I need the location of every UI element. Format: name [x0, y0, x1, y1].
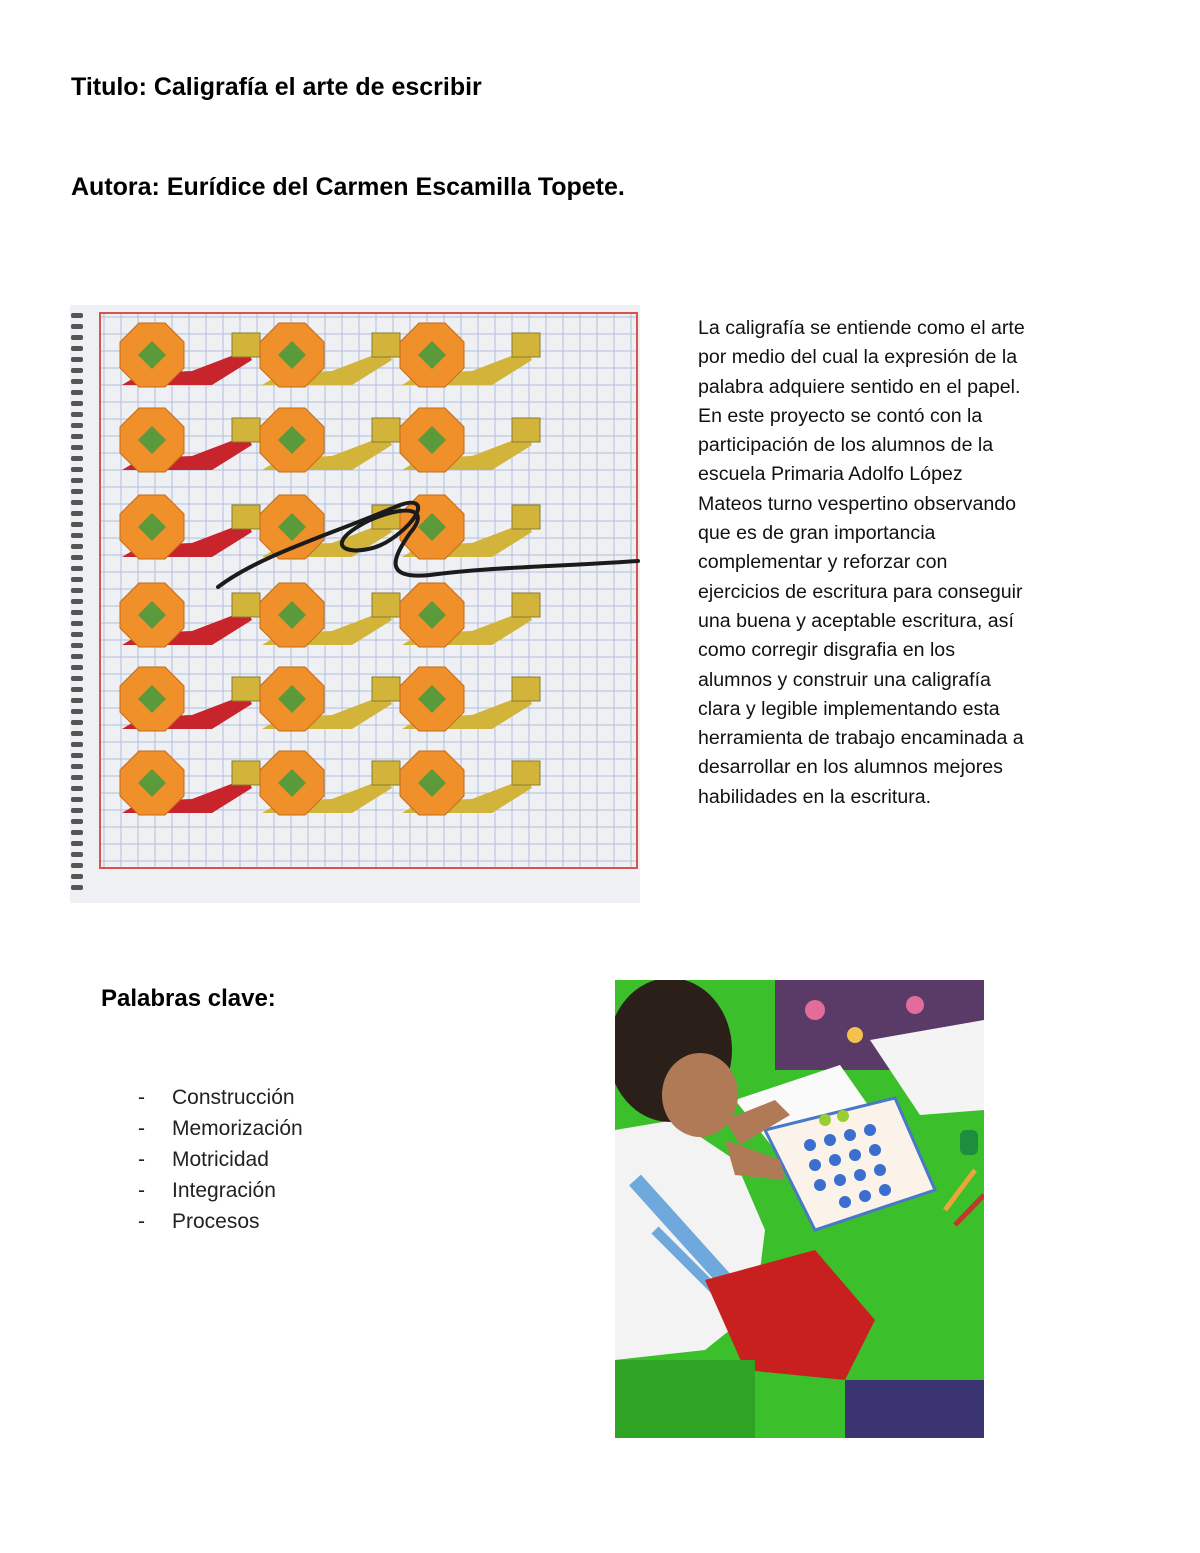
document-author: Autora: Eurídice del Carmen Escamilla Topete. [71, 173, 625, 201]
keywords-list [138, 1082, 303, 1237]
abstract-line: clara y legible implementando esta [698, 697, 1000, 720]
keyword-label: Construcción [172, 1086, 295, 1109]
keyword-item [138, 1144, 303, 1175]
abstract-line: que es de gran importancia [698, 522, 936, 545]
document-title: Titulo: Caligrafía el arte de escribir [71, 73, 482, 101]
abstract-paragraph [698, 314, 1094, 812]
abstract-line: palabra adquiere sentido en el papel. [698, 375, 1021, 398]
keyword-label: Memorización [172, 1117, 303, 1140]
abstract-line: ejercicios de escritura para conseguir [698, 580, 1023, 603]
keyword-label: Procesos [172, 1210, 260, 1233]
keyword-label: Motricidad [172, 1148, 269, 1171]
keyword-label: Integración [172, 1179, 276, 1202]
abstract-line: habilidades en la escritura. [698, 785, 932, 808]
bullet-dash: - [138, 1179, 145, 1202]
keyword-item [138, 1175, 303, 1206]
abstract-line: desarrollar en los alumnos mejores [698, 756, 1003, 779]
bullet-dash: - [138, 1148, 145, 1171]
abstract-line: participación de los alumnos de la [698, 434, 994, 457]
abstract-line: alumnos y construir una caligrafía [698, 668, 991, 691]
keyword-item [138, 1082, 303, 1113]
abstract-line: En este proyecto se contó con la [698, 404, 983, 427]
abstract-line: La caligrafía se entiende como el arte [698, 317, 1025, 339]
notebook-snail-drawing-photo [70, 305, 640, 903]
abstract-line: como corregir disgrafia en los [698, 639, 956, 662]
bullet-dash: - [138, 1086, 145, 1109]
keyword-item [138, 1206, 303, 1237]
abstract-line: complementar y reforzar con [698, 551, 948, 574]
snail-worksheet-photo [70, 305, 640, 903]
abstract-line: escuela Primaria Adolfo López [698, 463, 963, 486]
abstract-line: por medio del cual la expresión de la [698, 346, 1018, 369]
keywords-heading: Palabras clave: [101, 985, 276, 1012]
bullet-dash: - [138, 1210, 145, 1233]
bullet-dash: - [138, 1117, 145, 1140]
keyword-item [138, 1113, 303, 1144]
abstract-line: una buena y aceptable escritura, así [698, 609, 1014, 632]
student-coloring-photo [615, 980, 984, 1438]
student-photo [615, 980, 984, 1438]
abstract-line: Mateos turno vespertino observando [698, 492, 1017, 515]
abstract-line: herramienta de trabajo encaminada a [698, 727, 1024, 750]
